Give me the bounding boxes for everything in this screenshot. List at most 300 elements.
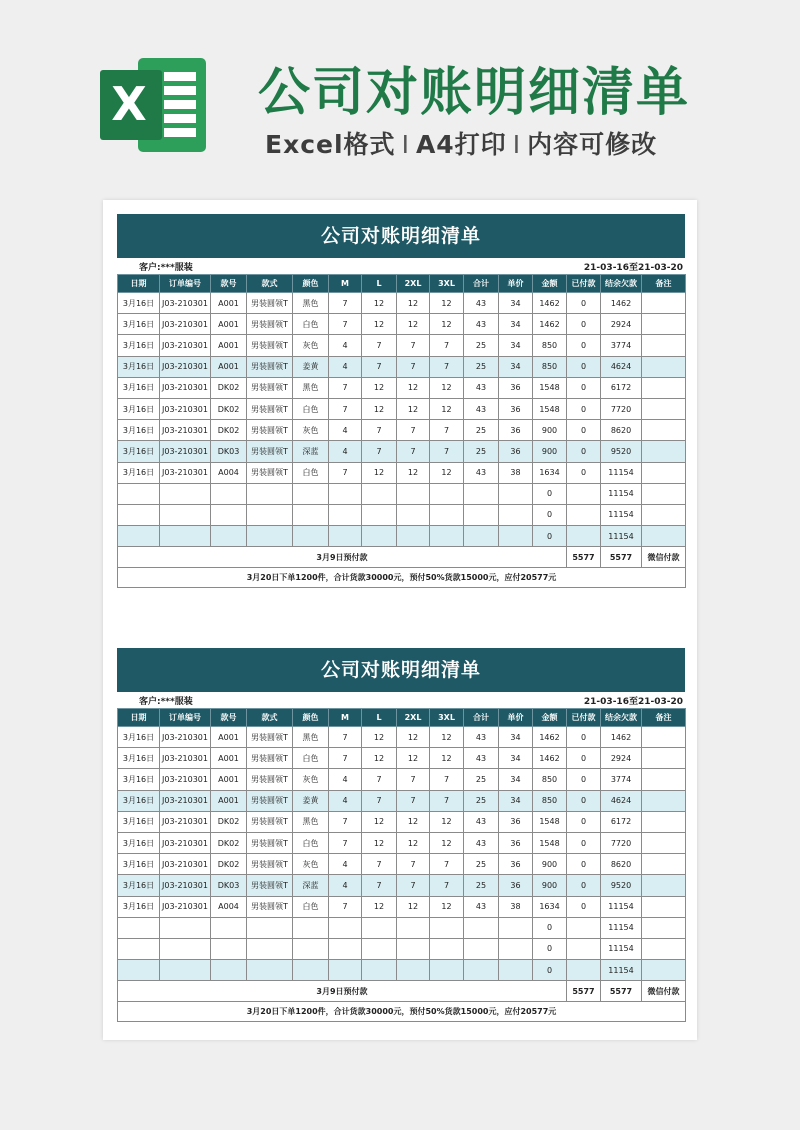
table-cell[interactable]: J03-210301 — [160, 293, 211, 314]
table-cell[interactable]: 0 — [533, 917, 567, 938]
table-cell[interactable] — [499, 960, 533, 981]
table-cell[interactable]: 850 — [533, 790, 567, 811]
table-cell[interactable]: J03-210301 — [160, 790, 211, 811]
table-cell[interactable]: 3月16日 — [118, 441, 160, 462]
table-cell[interactable] — [160, 960, 211, 981]
table-cell[interactable] — [362, 526, 397, 547]
table-cell[interactable] — [430, 483, 464, 504]
table-cell[interactable]: J03-210301 — [160, 727, 211, 748]
table-cell[interactable]: 1462 — [533, 314, 567, 335]
table-cell[interactable] — [567, 917, 601, 938]
table-cell[interactable]: 12 — [397, 748, 430, 769]
summary-paid[interactable]: 5577 — [567, 547, 601, 568]
table-cell[interactable]: 4 — [329, 875, 362, 896]
table-cell[interactable]: 4624 — [601, 356, 642, 377]
table-cell[interactable]: J03-210301 — [160, 462, 211, 483]
table-cell[interactable] — [397, 526, 430, 547]
table-cell[interactable] — [430, 917, 464, 938]
table-cell[interactable]: 25 — [464, 441, 499, 462]
table-cell[interactable]: A001 — [211, 356, 247, 377]
table-cell[interactable]: 25 — [464, 854, 499, 875]
table-cell[interactable]: J03-210301 — [160, 314, 211, 335]
table-cell[interactable] — [293, 504, 329, 525]
table-cell[interactable] — [247, 938, 293, 959]
table-cell[interactable]: 7 — [329, 832, 362, 853]
table-cell[interactable] — [247, 960, 293, 981]
table-cell[interactable]: 1548 — [533, 398, 567, 419]
table-cell[interactable]: 1634 — [533, 896, 567, 917]
table-cell[interactable] — [430, 526, 464, 547]
table-cell[interactable]: 0 — [567, 441, 601, 462]
table-cell[interactable] — [293, 483, 329, 504]
table-cell[interactable] — [642, 938, 686, 959]
table-cell[interactable]: 12 — [430, 398, 464, 419]
table-cell[interactable]: 0 — [567, 896, 601, 917]
table-cell[interactable]: 0 — [567, 293, 601, 314]
table-cell[interactable]: 900 — [533, 875, 567, 896]
table-cell[interactable]: 11154 — [601, 526, 642, 547]
table-cell[interactable]: 7 — [397, 335, 430, 356]
table-cell[interactable]: 43 — [464, 811, 499, 832]
table-cell[interactable]: DK02 — [211, 398, 247, 419]
table-cell[interactable]: 3月16日 — [118, 748, 160, 769]
table-cell[interactable] — [464, 938, 499, 959]
table-cell[interactable]: 深蓝 — [293, 441, 329, 462]
table-cell[interactable]: DK02 — [211, 377, 247, 398]
table-cell[interactable]: 900 — [533, 854, 567, 875]
table-cell[interactable]: 7 — [329, 462, 362, 483]
table-cell[interactable]: 6172 — [601, 377, 642, 398]
table-cell[interactable] — [397, 960, 430, 981]
table-cell[interactable]: J03-210301 — [160, 441, 211, 462]
table-cell[interactable]: 34 — [499, 356, 533, 377]
table-cell[interactable]: J03-210301 — [160, 748, 211, 769]
table-cell[interactable]: 3774 — [601, 335, 642, 356]
table-cell[interactable] — [397, 938, 430, 959]
table-cell[interactable]: 7 — [397, 769, 430, 790]
table-cell[interactable]: 0 — [533, 960, 567, 981]
table-cell[interactable]: 3月16日 — [118, 335, 160, 356]
table-cell[interactable]: 7 — [362, 790, 397, 811]
table-cell[interactable] — [329, 483, 362, 504]
table-cell[interactable] — [499, 917, 533, 938]
table-cell[interactable]: 7 — [362, 356, 397, 377]
table-cell[interactable] — [642, 917, 686, 938]
table-cell[interactable]: 3月16日 — [118, 727, 160, 748]
table-cell[interactable] — [329, 504, 362, 525]
table-cell[interactable]: 7 — [329, 293, 362, 314]
table-cell[interactable]: 0 — [567, 790, 601, 811]
table-cell[interactable] — [430, 960, 464, 981]
table-cell[interactable]: 7 — [430, 875, 464, 896]
table-cell[interactable]: 4 — [329, 854, 362, 875]
table-cell[interactable] — [160, 917, 211, 938]
table-cell[interactable]: 900 — [533, 420, 567, 441]
table-cell[interactable]: 7 — [362, 441, 397, 462]
table-cell[interactable] — [642, 356, 686, 377]
table-cell[interactable]: 3774 — [601, 769, 642, 790]
table-cell[interactable]: 6172 — [601, 811, 642, 832]
table-cell[interactable]: 12 — [430, 462, 464, 483]
table-cell[interactable]: J03-210301 — [160, 377, 211, 398]
table-cell[interactable]: 4 — [329, 790, 362, 811]
table-cell[interactable]: 1462 — [601, 293, 642, 314]
table-cell[interactable] — [430, 938, 464, 959]
table-cell[interactable]: J03-210301 — [160, 811, 211, 832]
table-cell[interactable] — [247, 917, 293, 938]
table-cell[interactable]: 7 — [430, 335, 464, 356]
table-cell[interactable] — [642, 398, 686, 419]
table-cell[interactable]: A001 — [211, 748, 247, 769]
table-cell[interactable]: 男装圆领T — [247, 356, 293, 377]
table-cell[interactable] — [362, 938, 397, 959]
table-cell[interactable]: 7 — [329, 398, 362, 419]
table-cell[interactable]: J03-210301 — [160, 832, 211, 853]
table-cell[interactable]: 0 — [567, 377, 601, 398]
table-cell[interactable]: 43 — [464, 293, 499, 314]
table-cell[interactable] — [642, 769, 686, 790]
table-cell[interactable]: 7 — [430, 790, 464, 811]
table-cell[interactable]: 1548 — [533, 832, 567, 853]
table-cell[interactable]: 7 — [430, 769, 464, 790]
table-cell[interactable] — [160, 483, 211, 504]
table-cell[interactable]: 11154 — [601, 960, 642, 981]
table-cell[interactable] — [642, 832, 686, 853]
table-cell[interactable]: 7 — [397, 356, 430, 377]
table-cell[interactable] — [464, 917, 499, 938]
table-cell[interactable]: J03-210301 — [160, 875, 211, 896]
table-cell[interactable] — [211, 917, 247, 938]
table-cell[interactable] — [247, 526, 293, 547]
table-cell[interactable]: 0 — [567, 748, 601, 769]
table-cell[interactable]: 12 — [430, 748, 464, 769]
table-cell[interactable] — [211, 504, 247, 525]
table-cell[interactable]: 12 — [397, 811, 430, 832]
table-cell[interactable]: DK02 — [211, 420, 247, 441]
table-cell[interactable]: 黑色 — [293, 727, 329, 748]
table-cell[interactable]: 0 — [567, 398, 601, 419]
table-cell[interactable]: 0 — [567, 769, 601, 790]
table-cell[interactable]: 43 — [464, 832, 499, 853]
table-cell[interactable] — [160, 504, 211, 525]
table-cell[interactable]: 12 — [397, 293, 430, 314]
table-cell[interactable]: 12 — [362, 896, 397, 917]
table-cell[interactable]: J03-210301 — [160, 398, 211, 419]
table-cell[interactable]: 36 — [499, 875, 533, 896]
table-cell[interactable]: 男装圆领T — [247, 811, 293, 832]
table-cell[interactable]: 7 — [397, 420, 430, 441]
table-cell[interactable] — [642, 748, 686, 769]
table-cell[interactable]: 12 — [362, 748, 397, 769]
table-cell[interactable]: 4 — [329, 356, 362, 377]
table-cell[interactable]: 43 — [464, 462, 499, 483]
table-cell[interactable]: 36 — [499, 398, 533, 419]
table-cell[interactable]: 4 — [329, 335, 362, 356]
table-cell[interactable] — [118, 483, 160, 504]
table-cell[interactable]: 43 — [464, 377, 499, 398]
table-cell[interactable]: 3月16日 — [118, 293, 160, 314]
table-cell[interactable] — [499, 504, 533, 525]
table-cell[interactable]: 8620 — [601, 854, 642, 875]
table-cell[interactable] — [211, 938, 247, 959]
table-cell[interactable]: 8620 — [601, 420, 642, 441]
table-cell[interactable]: 12 — [430, 727, 464, 748]
table-cell[interactable]: 0 — [567, 462, 601, 483]
table-cell[interactable]: 38 — [499, 896, 533, 917]
table-cell[interactable]: 7 — [329, 811, 362, 832]
table-cell[interactable]: J03-210301 — [160, 335, 211, 356]
table-cell[interactable] — [118, 960, 160, 981]
table-cell[interactable]: 36 — [499, 832, 533, 853]
table-cell[interactable]: 12 — [430, 377, 464, 398]
table-cell[interactable]: 7 — [329, 727, 362, 748]
table-cell[interactable]: 12 — [362, 832, 397, 853]
table-cell[interactable]: 男装圆领T — [247, 875, 293, 896]
table-cell[interactable]: 3月16日 — [118, 462, 160, 483]
table-cell[interactable]: 7 — [362, 875, 397, 896]
table-cell[interactable]: 男装圆领T — [247, 441, 293, 462]
table-cell[interactable]: 36 — [499, 441, 533, 462]
table-cell[interactable] — [293, 526, 329, 547]
table-cell[interactable]: 深蓝 — [293, 875, 329, 896]
table-cell[interactable] — [464, 526, 499, 547]
table-cell[interactable] — [642, 483, 686, 504]
table-cell[interactable]: A001 — [211, 769, 247, 790]
table-cell[interactable]: 4624 — [601, 790, 642, 811]
table-cell[interactable]: 0 — [533, 526, 567, 547]
table-cell[interactable]: 7 — [362, 420, 397, 441]
table-cell[interactable]: 3月16日 — [118, 832, 160, 853]
table-cell[interactable]: 7 — [329, 377, 362, 398]
table-cell[interactable]: 12 — [397, 314, 430, 335]
table-cell[interactable]: 12 — [397, 462, 430, 483]
table-cell[interactable]: 1462 — [533, 748, 567, 769]
table-cell[interactable]: 34 — [499, 769, 533, 790]
table-cell[interactable]: 白色 — [293, 832, 329, 853]
table-cell[interactable]: 11154 — [601, 896, 642, 917]
table-cell[interactable] — [642, 335, 686, 356]
table-cell[interactable] — [329, 526, 362, 547]
table-cell[interactable]: 3月16日 — [118, 769, 160, 790]
table-cell[interactable]: 12 — [430, 896, 464, 917]
table-cell[interactable] — [247, 504, 293, 525]
table-cell[interactable]: 43 — [464, 896, 499, 917]
table-cell[interactable]: 12 — [430, 314, 464, 335]
table-cell[interactable]: 11154 — [601, 483, 642, 504]
table-cell[interactable]: 7 — [397, 441, 430, 462]
table-cell[interactable]: 11154 — [601, 504, 642, 525]
table-cell[interactable] — [642, 462, 686, 483]
table-cell[interactable]: 黑色 — [293, 377, 329, 398]
table-cell[interactable] — [464, 504, 499, 525]
table-cell[interactable]: 男装圆领T — [247, 335, 293, 356]
table-cell[interactable]: 43 — [464, 727, 499, 748]
table-cell[interactable]: 43 — [464, 748, 499, 769]
table-cell[interactable]: 12 — [362, 314, 397, 335]
table-cell[interactable]: 12 — [362, 293, 397, 314]
table-cell[interactable]: 0 — [567, 335, 601, 356]
table-cell[interactable]: 34 — [499, 314, 533, 335]
table-cell[interactable]: 7720 — [601, 832, 642, 853]
table-cell[interactable]: 36 — [499, 811, 533, 832]
table-cell[interactable]: 0 — [567, 727, 601, 748]
table-cell[interactable]: 4 — [329, 441, 362, 462]
table-cell[interactable] — [567, 938, 601, 959]
table-cell[interactable]: 7 — [362, 769, 397, 790]
table-cell[interactable] — [642, 504, 686, 525]
table-cell[interactable] — [499, 938, 533, 959]
table-cell[interactable]: 850 — [533, 356, 567, 377]
table-cell[interactable]: 43 — [464, 398, 499, 419]
table-cell[interactable]: DK03 — [211, 875, 247, 896]
table-cell[interactable]: 12 — [397, 832, 430, 853]
table-cell[interactable]: 1462 — [601, 727, 642, 748]
table-cell[interactable]: 3月16日 — [118, 377, 160, 398]
table-cell[interactable]: 白色 — [293, 462, 329, 483]
table-cell[interactable] — [642, 790, 686, 811]
table-cell[interactable] — [362, 917, 397, 938]
table-cell[interactable]: A004 — [211, 896, 247, 917]
table-cell[interactable]: 12 — [397, 896, 430, 917]
table-cell[interactable]: 1462 — [533, 727, 567, 748]
table-cell[interactable]: 43 — [464, 314, 499, 335]
table-cell[interactable]: 3月16日 — [118, 356, 160, 377]
table-cell[interactable]: DK02 — [211, 854, 247, 875]
table-cell[interactable]: 男装圆领T — [247, 896, 293, 917]
table-cell[interactable]: DK02 — [211, 832, 247, 853]
table-cell[interactable]: 4 — [329, 420, 362, 441]
table-cell[interactable]: J03-210301 — [160, 420, 211, 441]
table-cell[interactable]: 25 — [464, 769, 499, 790]
table-cell[interactable]: 0 — [567, 854, 601, 875]
table-cell[interactable]: 姜黄 — [293, 790, 329, 811]
table-cell[interactable]: 3月16日 — [118, 854, 160, 875]
table-cell[interactable]: 1634 — [533, 462, 567, 483]
table-cell[interactable] — [247, 483, 293, 504]
table-cell[interactable]: 灰色 — [293, 854, 329, 875]
table-cell[interactable]: 34 — [499, 790, 533, 811]
table-cell[interactable]: 7 — [329, 314, 362, 335]
table-cell[interactable] — [567, 526, 601, 547]
table-cell[interactable]: 0 — [567, 875, 601, 896]
table-cell[interactable]: 白色 — [293, 748, 329, 769]
table-cell[interactable] — [397, 917, 430, 938]
table-cell[interactable]: 7 — [397, 875, 430, 896]
summary-paid[interactable]: 5577 — [567, 981, 601, 1002]
table-cell[interactable]: 12 — [362, 727, 397, 748]
table-cell[interactable]: A004 — [211, 462, 247, 483]
table-cell[interactable]: 12 — [397, 398, 430, 419]
table-cell[interactable] — [118, 917, 160, 938]
table-cell[interactable]: 7 — [329, 748, 362, 769]
table-cell[interactable]: 0 — [533, 483, 567, 504]
table-cell[interactable]: 3月16日 — [118, 420, 160, 441]
table-cell[interactable]: 3月16日 — [118, 811, 160, 832]
table-cell[interactable]: A001 — [211, 790, 247, 811]
table-cell[interactable]: 灰色 — [293, 420, 329, 441]
table-cell[interactable] — [211, 526, 247, 547]
table-cell[interactable] — [211, 960, 247, 981]
table-cell[interactable]: 25 — [464, 356, 499, 377]
table-cell[interactable] — [567, 960, 601, 981]
table-cell[interactable] — [642, 526, 686, 547]
table-cell[interactable] — [642, 727, 686, 748]
table-cell[interactable]: 男装圆领T — [247, 398, 293, 419]
table-cell[interactable]: 7 — [430, 854, 464, 875]
table-cell[interactable]: 11154 — [601, 938, 642, 959]
table-cell[interactable]: 12 — [430, 832, 464, 853]
table-cell[interactable] — [362, 504, 397, 525]
table-cell[interactable]: 3月16日 — [118, 398, 160, 419]
table-cell[interactable]: 7 — [329, 896, 362, 917]
table-cell[interactable] — [397, 504, 430, 525]
table-cell[interactable]: 1548 — [533, 377, 567, 398]
table-cell[interactable]: 34 — [499, 748, 533, 769]
table-cell[interactable]: 男装圆领T — [247, 748, 293, 769]
table-cell[interactable] — [118, 526, 160, 547]
table-cell[interactable]: 1548 — [533, 811, 567, 832]
table-cell[interactable]: 2924 — [601, 748, 642, 769]
table-cell[interactable] — [642, 875, 686, 896]
table-cell[interactable]: 12 — [430, 811, 464, 832]
table-cell[interactable]: 12 — [397, 377, 430, 398]
table-cell[interactable]: 男装圆领T — [247, 462, 293, 483]
table-cell[interactable]: 850 — [533, 769, 567, 790]
table-cell[interactable]: 11154 — [601, 917, 642, 938]
table-cell[interactable]: 7 — [430, 356, 464, 377]
table-cell[interactable]: 男装圆领T — [247, 314, 293, 335]
table-cell[interactable]: 0 — [533, 938, 567, 959]
table-cell[interactable]: 男装圆领T — [247, 293, 293, 314]
table-cell[interactable]: 12 — [362, 377, 397, 398]
table-cell[interactable]: 男装圆领T — [247, 854, 293, 875]
table-cell[interactable]: 25 — [464, 790, 499, 811]
summary-note[interactable]: 微信付款 — [642, 981, 686, 1002]
table-cell[interactable] — [464, 960, 499, 981]
table-cell[interactable]: 3月16日 — [118, 875, 160, 896]
table-cell[interactable]: 灰色 — [293, 335, 329, 356]
table-cell[interactable]: 0 — [567, 420, 601, 441]
table-cell[interactable] — [329, 938, 362, 959]
table-cell[interactable]: 36 — [499, 420, 533, 441]
table-cell[interactable]: 4 — [329, 769, 362, 790]
table-cell[interactable]: 3月16日 — [118, 790, 160, 811]
table-cell[interactable]: 灰色 — [293, 769, 329, 790]
table-cell[interactable] — [329, 917, 362, 938]
table-cell[interactable]: 34 — [499, 335, 533, 356]
table-cell[interactable]: J03-210301 — [160, 356, 211, 377]
table-cell[interactable]: 12 — [430, 293, 464, 314]
table-cell[interactable]: 12 — [362, 462, 397, 483]
table-cell[interactable] — [642, 314, 686, 335]
table-cell[interactable]: 男装圆领T — [247, 832, 293, 853]
table-cell[interactable]: A001 — [211, 293, 247, 314]
table-cell[interactable]: 12 — [397, 727, 430, 748]
table-cell[interactable] — [160, 938, 211, 959]
table-cell[interactable] — [642, 960, 686, 981]
table-cell[interactable] — [499, 526, 533, 547]
table-cell[interactable] — [499, 483, 533, 504]
table-cell[interactable]: 2924 — [601, 314, 642, 335]
table-cell[interactable] — [642, 377, 686, 398]
table-cell[interactable]: 7 — [397, 854, 430, 875]
table-cell[interactable]: 白色 — [293, 314, 329, 335]
table-cell[interactable]: 36 — [499, 377, 533, 398]
table-cell[interactable]: 3月16日 — [118, 314, 160, 335]
table-cell[interactable] — [567, 504, 601, 525]
table-cell[interactable]: J03-210301 — [160, 896, 211, 917]
table-cell[interactable] — [118, 504, 160, 525]
